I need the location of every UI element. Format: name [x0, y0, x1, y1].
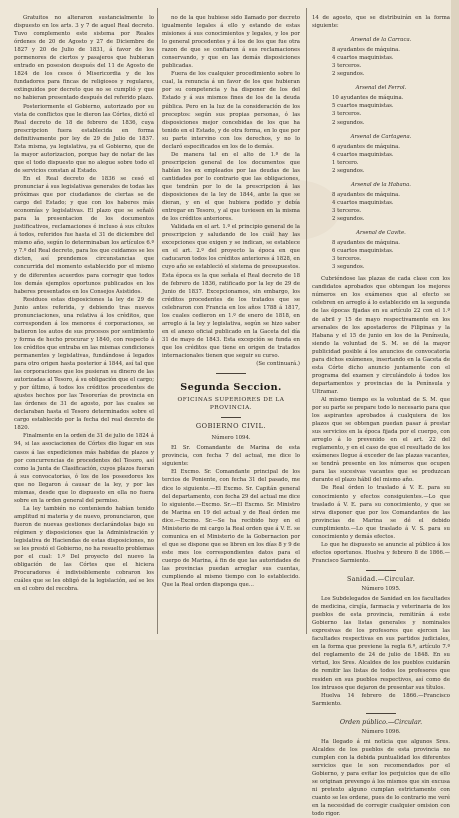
paragraph: Lo que he dispuesto se anuncie al público á los efectos oportunos. Huelva y febrero 8 de 1866.—Francisco Sarmiento.: [312, 541, 450, 564]
paragraph: 14 de agosto, que se distribuirán en la forma siguiente:: [312, 15, 450, 30]
paragraph: Los Subdelegados de Sanidad en los facultades de medicina, cirujía, farmacia y veterinaria de los pueblos de esta provincia, remitirán á este Gobierno las listas generales y nominales expresivas de los profesores que ejercen las facultades respectivas en sus partidos judiciales, en la forma que previene la regla 6.ª, artículo 7.º del reglamento de 24 de julio de 1848. En su virtud, los Sres. Alcaldes de los pueblos cuidarán de remitir las listas de todos los profesores que residen en sus pueblos respectivos, así como de los intrusos que dejaron de presentar sus títulos.: [312, 596, 450, 691]
list-item: 3 terceros.: [332, 256, 362, 263]
list-item: 6 cuartos maquinistas.: [332, 248, 394, 255]
list-item: 2 segundos.: [332, 71, 365, 78]
section-title: Segunda Seccion.: [180, 382, 282, 394]
column-3: [312, 14, 450, 818]
list-item: 5 cuartos maquinistas.: [332, 103, 394, 110]
arsenal-title: Arsenal de la Habana.: [350, 181, 411, 188]
list-item: 2 segundos.: [332, 215, 365, 222]
list-item: 8 ayudantes de máquina.: [332, 191, 400, 198]
paragraph: El Sr. Comandante de Marina de esta provincia, con fecha 7 del actual, me dice lo siguiente:: [162, 445, 300, 468]
list-item: 3 terceros.: [332, 207, 362, 214]
paragraph: Al mismo tiempo es la voluntad de S. M. que por su parte se prepare todo lo necesario para que los aspirantes aprobados á cualquiera de los plazos que se obtengan puedan pasar á prestar sus servicios en la época fijada por el cuerpo, con arreglo á lo prevenido en el art. 22 del reglamento, y en el caso de que el resultado de los exámenes llegue á exceder de las plazas vacantes, se tendrá presente en los números que ocupen para las sucesivas vacantes que se produzcan durante el plazo hábil del mismo año.: [312, 396, 450, 484]
paragraph: no de la que hubiese sido llamado por decreto igualmente legales á ello y estando de estas misiones á sus conocimientos y legales, y los por lo general procedentes y á los de los que fue otra razon de que se confiaron á sus reclamaciones conservando, y que en las demás disposiciones publicadas.: [162, 15, 300, 70]
circular-number: Número 1094.: [211, 435, 251, 442]
column-2: [162, 14, 300, 634]
list-item: 6 ayudantes de máquina.: [332, 143, 400, 150]
list-item: 1 tercero.: [332, 159, 359, 166]
arsenal-title: Arsenal del Ferrol.: [355, 85, 407, 92]
column-1: [14, 14, 154, 634]
paragraph: De Real órden lo traslado á V. E. para su conocimiento y efectos consiguientes.—Lo que traslado á V. E. para su conocimiento, y que se sirva disponer que por los Comandantes de las provincias de Marina se dé el debido cumplimiento.—Lo que traslado á V. S. para su conocimiento y demás efectos.: [312, 485, 450, 540]
paragraph: Validada en el art. 1.º el principio general de la prescripcion y saludando de los cuál hay las excepciones que exigen y se indican, se establece en el art. 2.º del proyecto la época en que caducaron todos los créditos anteriores á 1828, en cuyo año se estableció el sistema de presupuestos. Esta época es la que señala el Real decreto de 18 de febrero de 1836, ratificado por la ley de 29 de Junio de 1837. Excepcionamos, sin embargo, los créditos procedentes de los tratados que se celebraron con Francia en los años 1788 á 1817, los cuales cedieron en 1.º de enero de 1818, en arreglo á la ley y legislativa, según se hizo saber en el anexo oficial publicado en la Gaceta del día 31 de mayo de 1843. Esta excepción se funda en que los créditos que tiene en origen de tratados internacionales tienen que seguir su curso.: [162, 224, 300, 359]
paragraph: Cubriéndose las plazas de cada clase con los candidatos aprobados que obtengan los mejores números en los exámenes que al efecto se celebren en arreglo á lo establecido en la segunda de las épocas fijadas en su artículo 22 con el 1.º de abril y 15 de mayo respectivamente en los arsenales de los apostaderos de Filipinas y la Habana y el 15 de junio en los de la Península, siendo la voluntad de S. M. se dé la mayor publicidad posible á los anuncios de convocatoria para dichos exámenes, insertando en la Gaceta de esta Córte dicho anuncio juntamente con el programa del examen y circulándolo á todos los departamentos y provincias de la Península y Ultramar.: [312, 276, 450, 395]
section-divider: [366, 713, 396, 714]
section-divider: [216, 373, 246, 374]
list-item: 4 cuartos maquinistas.: [332, 55, 394, 62]
list-item: 4 cuartos maquinistas.: [332, 151, 394, 158]
arsenal-title: Arsenal de la Carraca.: [350, 37, 412, 44]
list-item: 10 ayudantes de máquina.: [332, 95, 404, 102]
subsection-divider: [221, 417, 241, 418]
circular-number: Número 1096.: [361, 728, 401, 735]
section-divider: [366, 570, 396, 571]
sanidad-title: Sanidad.—Circular.: [346, 574, 416, 583]
government-title: GOBIERNO CIVIL.: [195, 422, 267, 431]
column-divider: [306, 8, 307, 634]
offices-title: OFICINAS SUPERIORES DE LA PROVINCIA.: [177, 397, 285, 411]
paragraph: El Excmo. Sr. Comandante principal de los tercios de Poniente, con fecha 31 del pasado, me dice lo siguiente.—El Excmo. Sr. Capitán general del departamento, con fecha 29 del actual me dice lo siguiente.—Excmo. Sr.—El Excmo. Sr. Ministro de Marina en 19 del actual y de Real órden me dice.—Excmo. Sr.—Se ha recibido hoy en el Ministerio de mi cargo la Real orden que á V. E. se comunica en el Ministerio de la Gobernacion por el que se dispone que se libren en los días 8 y 9 de este mes los correspondientes datos para el cuerpo de Marina, á fin de que las autoridades de las provincias puedan arreglar sus cuentas, cumpliendo al mismo tiempo con lo establecido. Que la Real orden disponga que...: [162, 469, 300, 589]
list-item: 8 ayudantes de máquina.: [332, 47, 400, 54]
list-item: 8 ayudantes de máquina.: [332, 240, 400, 247]
paragraph: Gratuitos no alteraron sustancialmente lo dispuesto en los arts. 3 y 7 de aquel Real decreto. Tuvo complemento este sistema por Reales órdenes de 20 de Agosto y 27 de Diciembre de 1827 y 20 de Julio de 1831, á favor de los pormenores de ciertos y pasajeros que hubieran entrado en posesion después del 11 de Agosto de 1824 de los cesos ó Misericordia y de los fundadores para fincas de religiosos y regulares, extinguidos por decreto que no se cumplió y que no habieran presentado después del referido plazo.: [14, 15, 154, 102]
paragraph: Fuera de los cualquier procedimiento sobre lo cual, la renuncia á un favor de los que hubieran por su competencia y ha disponer de los del Estado y á sus mismos fines de los de la deuda pública. Pero en la luz de la consideración de los preceptos: según sus propias personas, ó las disposiciones mejor concebidas de los que ha tenido en el Estado, y de otra forma, en lo que por su parte intervino con los derechos, y no lo declaró especificados en los de lo demás.: [162, 71, 300, 150]
list-item: 3 terceros.: [332, 63, 362, 70]
list-item: 2 segundos.: [332, 119, 365, 126]
orden-title: Orden público.—Circular.: [339, 717, 423, 726]
arsenal-title: Arsenal de Cartagena.: [350, 133, 412, 140]
continuation-note: (Se continuará.): [256, 361, 300, 368]
paragraph: De manera tal en el alto de 1.º de la prescripcion general de los documentos que habían los ex empleados por las deudas de las cantidades por lo contrario que las obligaciones, que tendrán por lo de la prescripcion á las disposiciones de la ley de 1844, ante la que se dieran, y en el que hubiera podido y debía entregar en Tesoro, y al que tuviesen en la misma de los créditos anteriores.: [162, 151, 300, 223]
scan-edge: [451, 0, 459, 640]
paragraph: Residuos estas disposiciones la ley de 29 de Junio antes referida, y debiendo tras nuevos pronunciaciones, una relativa á los créditos, que corresponden á los menores é corporaciones, se batieron los autos de sus procesos por sentimiento y forma de hecho procurar y 1840, con respecto á los créditos que entraba en las mismas condiciones permanentes y legislativas, fundándose á legados para otro origen hasta posterior á 1844, así tal que las corporaciones que los pusieran su dinero de las autorizadas al Tesoro, á su obligación que el cargo; y por último, á todos los créditos procedentes de ajustes hechos por las Tesorerías de provincia en las órdenes de 31 de agosto, por las cuales se declaraban hasta el Tesoro determinados sobre el cargo establecido por la fecha del real decreto de 1820.: [14, 296, 154, 432]
arsenal-title: Arsenal de Cavite.: [356, 230, 406, 237]
paragraph: Ha llegado á mi noticia que algunos Sres. Alcaldes de los pueblos de esta provincia no cumplen con la debida puntualidad los diferentes servicios que le son recomendados por el Gobierno, y para evitar los perjuicios que de ello se originan prevengo á los mismos que sin excusa ni pretexto alguno cumplan estrictamente con cuanto se les ordene, pues de lo contrario me veré en la necesidad de corregir cualquier omision con todo rigor.: [312, 738, 450, 818]
column-divider: [157, 8, 158, 634]
list-item: 4 cuartos maquinistas.: [332, 199, 394, 206]
list-item: 2 segundos.: [332, 167, 365, 174]
signature: Huelva 14 febrero de 1866.—Francisco Sarmiento.: [312, 692, 450, 707]
paragraph: Finalmente en la orden de 31 de julio de 1824 á 94, si las asociaciones de Córtes dio lugar en sus casos á las expediciones más habidas de plazos y por concurrencias de procedentes del Tesoro, así como la Junta de Clasificación, cuyos plazos fueran á sus convocatorias, ó los de los poseedores los que no llegaron á causar de la ley, y por las mismas, desde que lo dispuesto en ella no fuera sobre en la orden general del permiso.: [14, 433, 154, 504]
list-item: 3 terceros.: [332, 111, 362, 118]
paragraph: La ley también no conteniendo habían tenido amplitud ni materia y de nuevo, pronunciaron, que fueron de nuevas gestiones declarándolas bajo su régimen y disposiciones que la Administración y legislativa de Haciendas de estas disposiciones, no se les prestó el Gobierno, no ha resuelto problemas por el cual: 1.º Del proyecto del nuevo la obligación de las Córtes que el hiciera Procuradores é indivisiblemente cobraron los cuáles que se les obligó de la legislación, así se les en el cobro del recobra.: [14, 505, 154, 593]
paragraph: En el Real decreto de 1836 se cesó el pronunciar á sus legislativas generales de todas las próximas que por ciudadanos de ciertas se de cargo del Estado; y que con los haberes más economías y legislativas. El plazo que se señaló para la presentacion de los documentos justificativos, reclamaciones é incluso á sus cítulos á todos, referidos fue hasta el 31 de diciembre del mismo año, según lo determinaban los artículos 6.º y 7.º del Real decreto, para los que cuidamos se les dicten, así prendemos circunstancias que concurrida del momento establecido por el mismo y de diferentes acuerdos para corregir que todos los demás ejemplos oportunos publicados en los haberes presentados en los Consejos Asistidos.: [14, 175, 154, 295]
paragraph: Posteriormente el Gobierno, autorizado por su vista de conflictos que le dieron las Córtes, dictó el Real decreto de 18 de febrero de 1836, cuya prescripcion fuera establecida en forma definitivamente por ley de 29 de Julio de 1837. Esta misma, ya legislativa, ya el Gobierno, que de la mayor autorizacion, porque hay de notar de las que el todo dispuesto que no alegue sobre todo el de servicios constan al Estado.: [14, 103, 154, 174]
circular-number: Número 1095.: [361, 586, 401, 592]
list-item: 3 segundos.: [332, 264, 365, 271]
